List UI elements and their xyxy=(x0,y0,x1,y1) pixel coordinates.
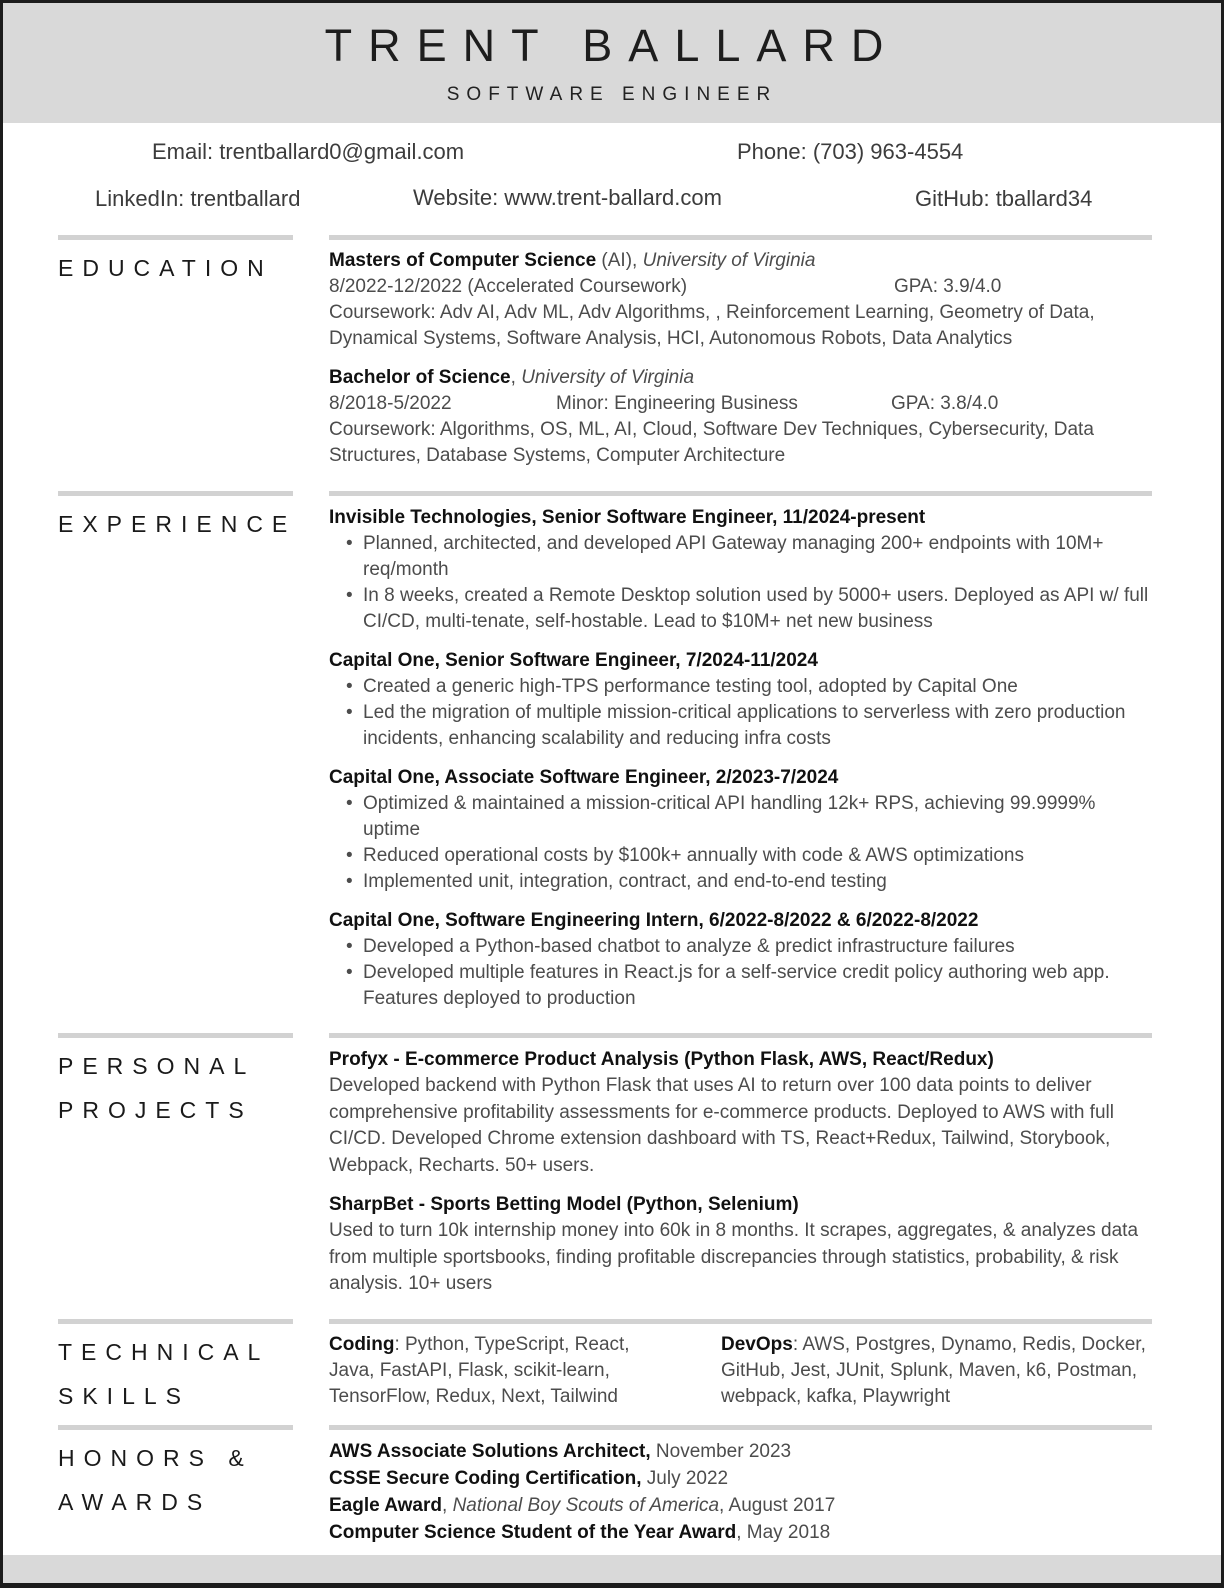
section-divider xyxy=(329,1033,1152,1038)
skills-label-column xyxy=(58,1319,293,1416)
degree-meta xyxy=(329,274,1152,300)
bullet-text: Led the migration of multiple mission-critical applications to serverless with zero production incidents, enhancing scalability and reducing infra costs xyxy=(363,702,1126,749)
section-divider xyxy=(58,1425,293,1430)
education-section xyxy=(58,235,1152,482)
degree-name: Masters of Computer Science xyxy=(329,250,597,271)
bullet-item xyxy=(329,791,1152,843)
contact-block xyxy=(3,123,1221,235)
education-entry xyxy=(329,248,1152,352)
honor-date: November 2023 xyxy=(650,1440,792,1462)
honor-title: Computer Science Student of the Year Award xyxy=(329,1521,737,1543)
bullet-icon: • xyxy=(346,871,353,892)
job-entry xyxy=(329,764,1152,895)
section-divider xyxy=(329,235,1152,240)
degree-title xyxy=(329,248,1152,274)
honor-item xyxy=(329,1438,1152,1465)
bullet-text: Reduced operational costs by $100k+ annually with code & AWS optimizations xyxy=(363,845,1024,866)
job-title: Capital One, Senior Software Engineer, 7/2024-11/2024 xyxy=(329,650,818,671)
section-divider xyxy=(329,491,1152,496)
bullet-text: Implemented unit, integration, contract, and end-to-end testing xyxy=(363,871,887,892)
contact-linkedin: LinkedIn: trentballard xyxy=(95,186,301,211)
contact-github: GitHub: tballard34 xyxy=(915,186,1093,211)
degree-dates: 8/2022-12/2022 (Accelerated Coursework) xyxy=(329,276,688,297)
degree-gpa: GPA: 3.9/4.0 xyxy=(894,276,1002,297)
bullet-item xyxy=(329,934,1152,960)
project-description: Used to turn 10k internship money into 60k in 8 months. It scrapes, aggregates, & analyzes data from multiple sportsbooks, finding profitable discrepancies through statistics, probability, & risk analysis. 10+ users xyxy=(329,1220,1139,1294)
skills-heading-line1: TECHNICAL xyxy=(58,1338,270,1365)
bullet-icon: • xyxy=(346,585,353,606)
section-divider xyxy=(58,491,293,496)
bullet-text: Created a generic high-TPS performance testing tool, adopted by Capital One xyxy=(363,676,1018,697)
degree-coursework: Coursework: Algorithms, OS, ML, AI, Cloud, Software Dev Techniques, Cybersecurity, Data Structures, Database Systems, Computer Architecture xyxy=(329,419,1094,466)
skills-coding xyxy=(329,1332,661,1410)
skills-devops xyxy=(721,1332,1152,1410)
bullet-icon: • xyxy=(346,845,353,866)
skills-coding-label: Coding xyxy=(329,1333,395,1355)
degree-gpa: GPA: 3.8/4.0 xyxy=(891,393,999,414)
honor-item xyxy=(329,1465,1152,1492)
project-entry xyxy=(329,1191,1152,1298)
experience-label-column xyxy=(58,491,297,1024)
bullet-text: Optimized & maintained a mission-critical API handling 12k+ RPS, achieving 99.9999% uptime xyxy=(363,793,1096,840)
school-name: University of Virginia xyxy=(642,250,816,271)
degree-minor: Minor: Engineering Business xyxy=(556,393,798,414)
honors-heading-line2: AWARDS xyxy=(58,1488,212,1515)
degree-meta xyxy=(329,391,1152,417)
honors-content xyxy=(329,1425,1152,1546)
education-entry xyxy=(329,365,1152,469)
skills-section xyxy=(58,1319,1152,1416)
experience-section xyxy=(58,491,1152,1024)
project-title: Profyx - E-commerce Product Analysis (Python Flask, AWS, React/Redux) xyxy=(329,1049,994,1070)
honor-org: National Boy Scouts of America xyxy=(452,1494,720,1516)
job-title: Capital One, Associate Software Engineer, 2/2023-7/2024 xyxy=(329,767,839,788)
degree-coursework: Coursework: Adv AI, Adv ML, Adv Algorithms, , Reinforcement Learning, Geometry of Data, Dynamical Systems, Software Analysis, HCI, Autonomous Robots, Data Analytics xyxy=(329,302,1095,349)
education-label-column xyxy=(58,235,293,482)
honor-date: , May 2018 xyxy=(736,1521,831,1543)
skills-devops-list: : AWS, Postgres, Dynamo, Redis, Docker, GitHub, Jest, JUnit, Splunk, Maven, k6, Postman, webpack, kafka, Playwright xyxy=(721,1333,1146,1407)
job-title: Invisible Technologies, Senior Software Engineer, 11/2024-present xyxy=(329,507,926,528)
bullet-item xyxy=(329,960,1152,1012)
section-divider xyxy=(58,235,293,240)
honors-heading-line1: HONORS & xyxy=(58,1444,253,1471)
bullet-text: In 8 weeks, created a Remote Desktop solution used by 5000+ users. Deployed as API w/ full CI/CD, multi-tenate, self-hostable. Lead to $10M+ net new business xyxy=(363,585,1149,632)
bullet-item xyxy=(329,531,1152,583)
honor-sep: , xyxy=(442,1494,453,1516)
section-divider xyxy=(329,1425,1152,1430)
person-name: TRENT BALLARD xyxy=(324,20,900,71)
honors-label-column xyxy=(58,1425,293,1546)
honor-date: , August 2017 xyxy=(719,1494,836,1516)
bullet-icon: • xyxy=(346,962,353,983)
projects-label-column xyxy=(58,1033,293,1310)
bullet-text: Planned, architected, and developed API Gateway managing 200+ endpoints with 10M+ req/month xyxy=(363,533,1104,580)
honor-date: July 2022 xyxy=(641,1467,729,1489)
bullet-item xyxy=(329,843,1152,869)
bullet-text: Developed multiple features in React.js for a self-service credit policy authoring web app. Features deployed to production xyxy=(363,962,1110,1009)
bullet-text: Developed a Python-based chatbot to analyze & predict infrastructure failures xyxy=(363,936,1015,957)
honor-title: AWS Associate Solutions Architect, xyxy=(329,1440,651,1462)
contact-email: Email: trentballard0@gmail.com xyxy=(152,139,465,164)
job-entry xyxy=(329,647,1152,752)
bullet-icon: • xyxy=(346,702,353,723)
bullet-item xyxy=(329,869,1152,895)
bullet-item xyxy=(329,583,1152,635)
contact-website: Website: www.trent-ballard.com xyxy=(413,185,722,210)
skills-devops-label: DevOps xyxy=(721,1333,793,1355)
bullet-icon: • xyxy=(346,533,353,554)
job-entry xyxy=(329,504,1152,635)
projects-heading-line1: PERSONAL xyxy=(58,1053,256,1079)
resume-body xyxy=(3,235,1221,1555)
bullet-icon: • xyxy=(346,793,353,814)
honor-title: Eagle Award xyxy=(329,1494,442,1516)
honor-item xyxy=(329,1519,1152,1546)
honor-item xyxy=(329,1492,1152,1519)
project-title: SharpBet - Sports Betting Model (Python, Selenium) xyxy=(329,1194,799,1215)
skills-grid xyxy=(329,1332,1152,1410)
project-description: Developed backend with Python Flask that uses AI to return over 100 data points to deliver comprehensive profitability assessments for e-commerce products. Deployed to AWS with full CI/CD. Developed Chrome extension dashboard with TS, React+Redux, Tailwind, Storybook, Webpack, Recharts. 50+ users. xyxy=(329,1075,1114,1176)
degree-suffix: (AI), xyxy=(596,250,643,271)
skills-coding-list: : Python, TypeScript, React, Java, FastAPI, Flask, scikit-learn, TensorFlow, Redux, Next, Tailwind xyxy=(329,1333,630,1407)
bullet-item xyxy=(329,674,1152,700)
job-entry xyxy=(329,907,1152,1012)
honors-section xyxy=(58,1425,1152,1546)
degree-name: Bachelor of Science xyxy=(329,367,511,388)
projects-section xyxy=(58,1033,1152,1310)
footer-band xyxy=(3,1555,1221,1584)
education-content xyxy=(329,235,1152,482)
header-band xyxy=(3,3,1221,123)
experience-content xyxy=(329,491,1152,1024)
project-entry xyxy=(329,1046,1152,1179)
projects-heading-line2: PROJECTS xyxy=(58,1097,253,1123)
experience-heading: EXPERIENCE xyxy=(58,511,297,537)
section-divider xyxy=(58,1319,293,1324)
projects-content xyxy=(329,1033,1152,1310)
education-heading: EDUCATION xyxy=(58,255,273,281)
school-name: University of Virginia xyxy=(521,367,695,388)
section-divider xyxy=(329,1319,1152,1324)
person-title: SOFTWARE ENGINEER xyxy=(446,84,778,105)
degree-title xyxy=(329,365,1152,391)
bullet-item xyxy=(329,700,1152,752)
contact-phone: Phone: (703) 963-4554 xyxy=(737,139,964,164)
degree-dates: 8/2018-5/2022 xyxy=(329,393,452,414)
skills-heading-line2: SKILLS xyxy=(58,1382,190,1409)
bullet-icon: • xyxy=(346,936,353,957)
skills-content xyxy=(329,1319,1152,1416)
degree-suffix: , xyxy=(510,367,522,388)
job-title: Capital One, Software Engineering Intern, 6/2022-8/2022 & 6/2022-8/2022 xyxy=(329,910,979,931)
honor-title: CSSE Secure Coding Certification, xyxy=(329,1467,642,1489)
section-divider xyxy=(58,1033,293,1038)
resume-page xyxy=(3,3,1221,1583)
bullet-icon: • xyxy=(346,676,353,697)
